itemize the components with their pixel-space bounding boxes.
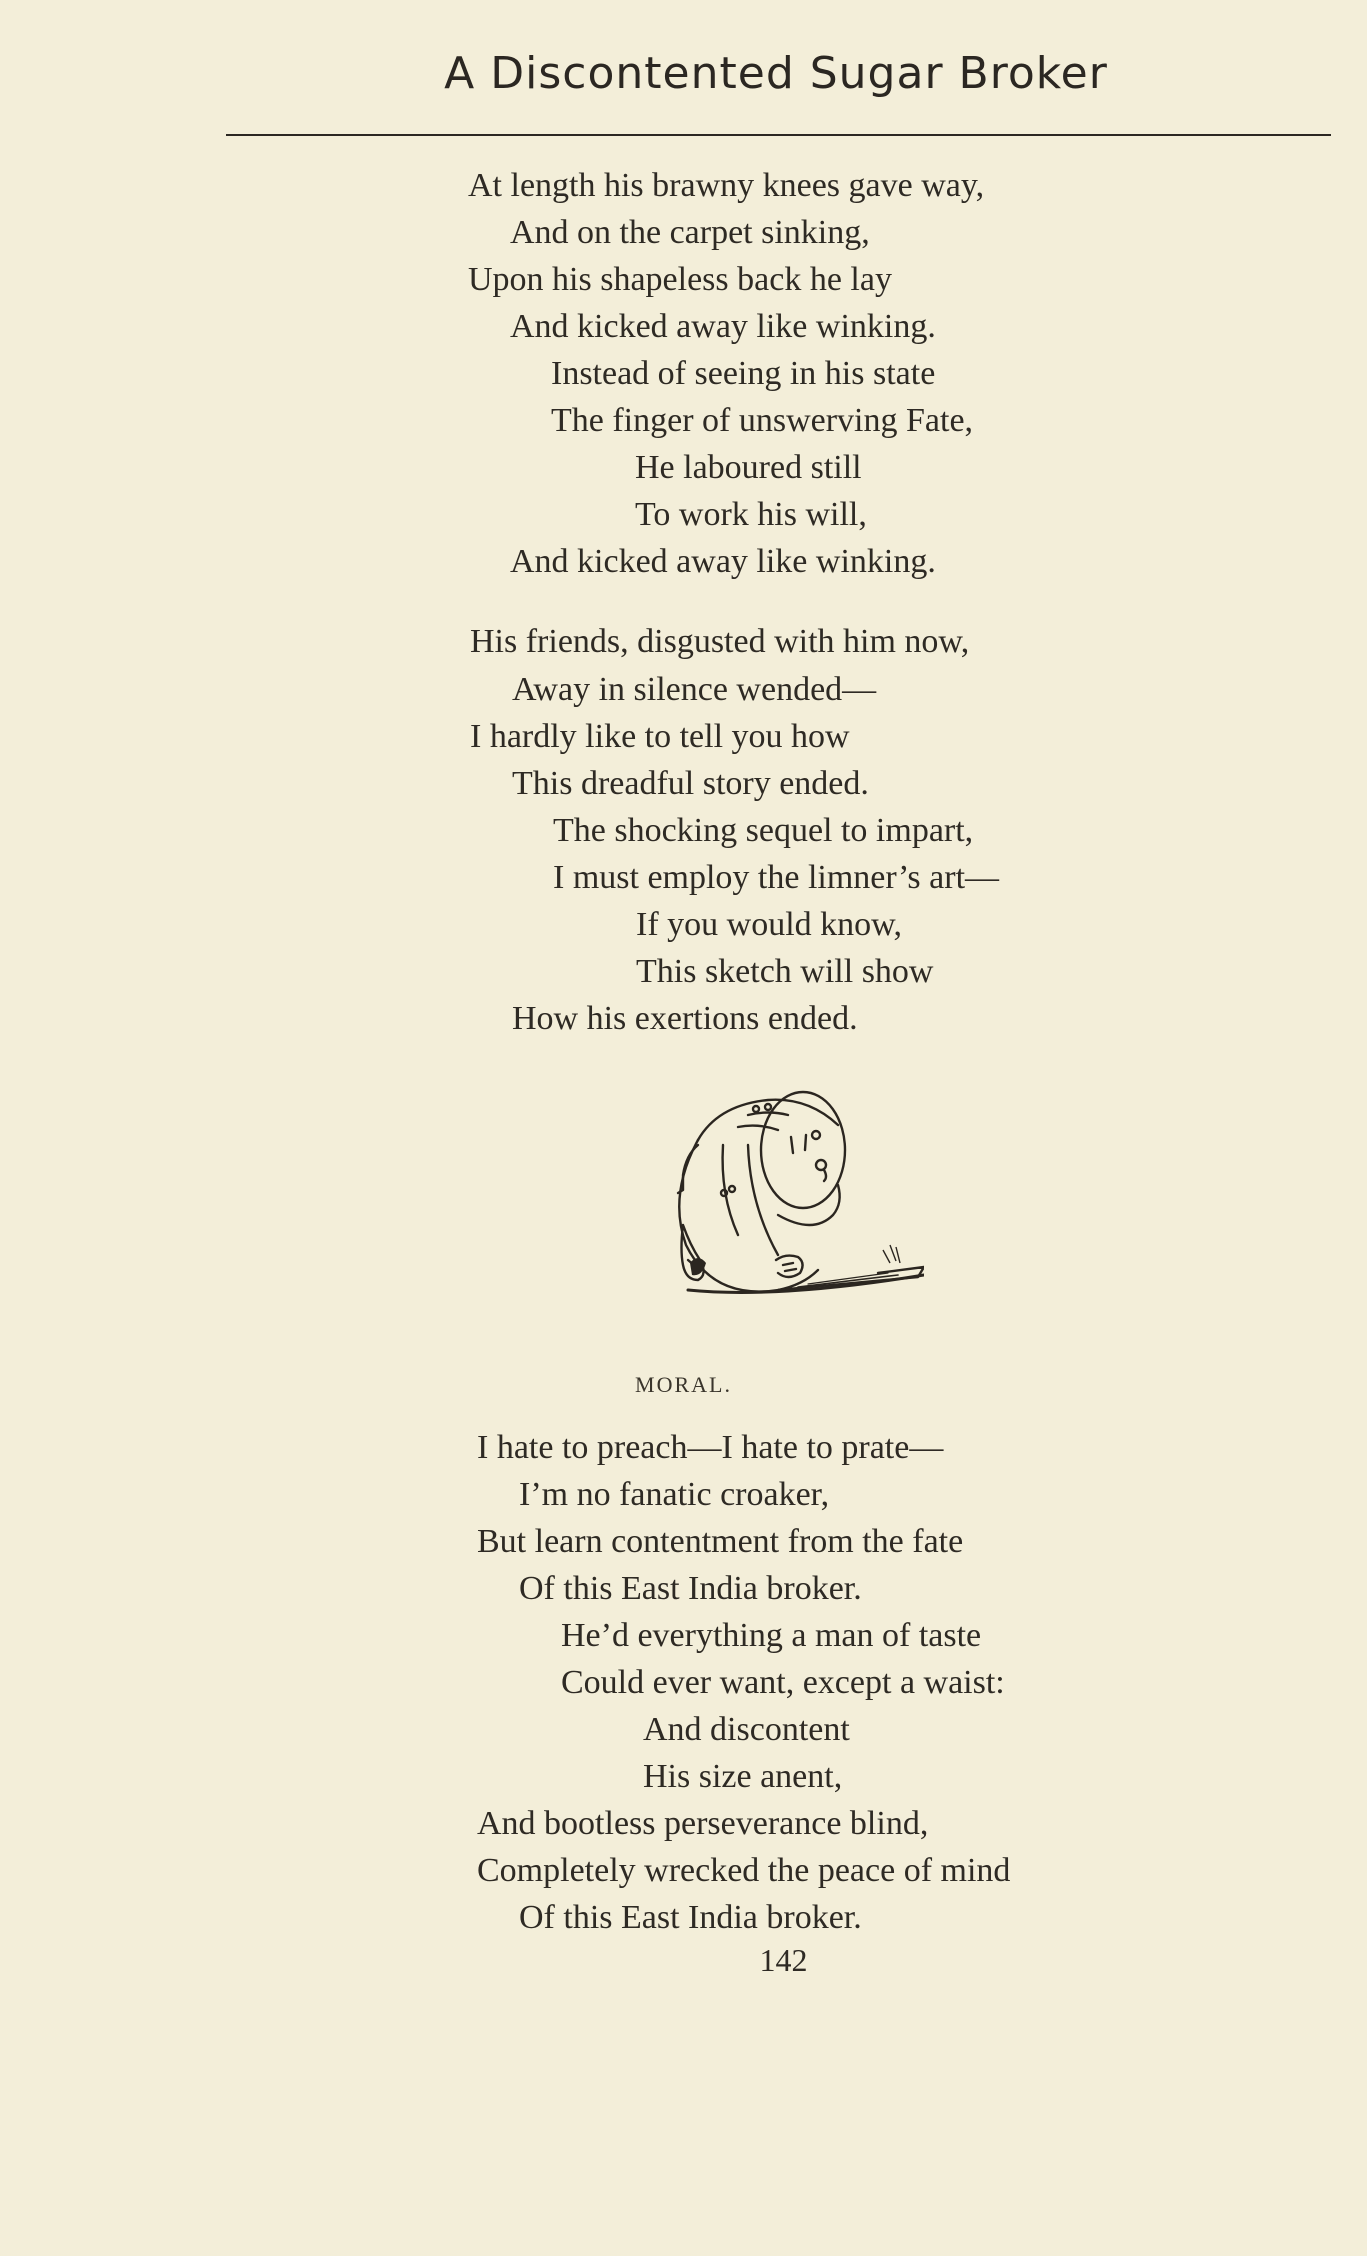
verse-line: Away in silence wended— — [512, 671, 877, 708]
verse-line: I hate to preach—I hate to prate— — [477, 1429, 944, 1466]
page-title: A Discontented Sugar Broker — [444, 48, 1108, 99]
verse-line: Upon his shapeless back he lay — [468, 261, 892, 298]
verse-line: I must employ the limner’s art— — [553, 859, 1000, 896]
running-title — [0, 48, 1367, 99]
verse-line: The finger of unswerving Fate, — [551, 402, 974, 439]
verse-line: I hardly like to tell you how — [470, 718, 850, 755]
verse-line: At length his brawny knees gave way, — [468, 167, 985, 204]
verse-line: I’m no fanatic croaker, — [519, 1476, 830, 1513]
verse-line: His size anent, — [643, 1758, 843, 1795]
verse-line: And discontent — [643, 1711, 850, 1748]
broker-sketch-illustration — [628, 1085, 924, 1307]
verse-line: This dreadful story ended. — [512, 765, 869, 802]
moral-heading: MORAL. — [635, 1372, 732, 1397]
verse-line: Of this East India broker. — [519, 1570, 862, 1607]
page-number: 142 — [759, 1942, 808, 1978]
verse-line: Could ever want, except a waist: — [561, 1664, 1005, 1701]
verse-line: Instead of seeing in his state — [551, 355, 936, 392]
verse-line: His friends, disgusted with him now, — [470, 623, 970, 660]
verse-line: But learn contentment from the fate — [477, 1523, 964, 1560]
verse-line: If you would know, — [636, 906, 902, 943]
verse-line: And kicked away like winking. — [510, 308, 936, 345]
verse-line: He’d everything a man of taste — [561, 1617, 982, 1654]
page-number-wrapper — [0, 1942, 1367, 1979]
header-rule — [226, 134, 1331, 136]
verse-line: The shocking sequel to impart, — [553, 812, 974, 849]
verse-line: And bootless perseverance blind, — [477, 1805, 929, 1842]
verse-line: Completely wrecked the peace of mind — [477, 1852, 1011, 1889]
verse-line: He laboured still — [635, 449, 862, 486]
verse-line: Of this East India broker. — [519, 1899, 862, 1936]
verse-line: To work his will, — [635, 496, 867, 533]
verse-line: This sketch will show — [636, 953, 934, 990]
verse-line: How his exertions ended. — [512, 1000, 858, 1037]
verse-line: And on the carpet sinking, — [510, 214, 870, 251]
verse-line: And kicked away like winking. — [510, 543, 936, 580]
